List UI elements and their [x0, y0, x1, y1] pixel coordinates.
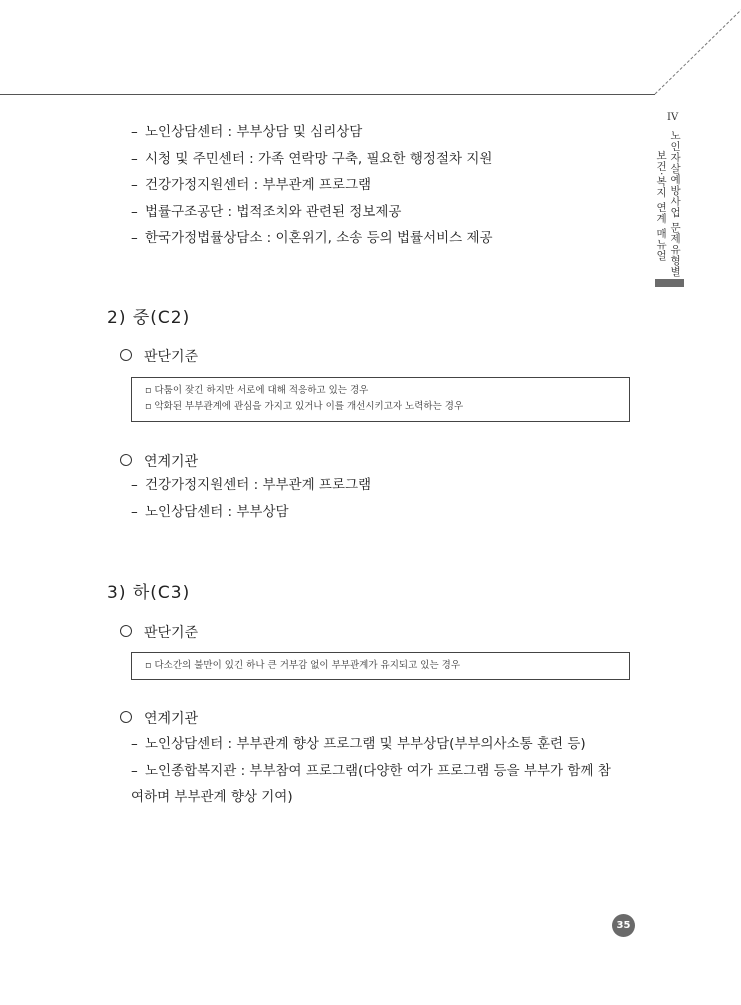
- list-item: – 노인종합복지관 : 부부참여 프로그램(다양한 여가 프로그램 등을 부부가 함께 참여하며 부부관계 향상 기여): [131, 758, 621, 811]
- chapter-number: IV: [667, 112, 679, 123]
- agency-list-top: [131, 119, 493, 252]
- circle-bullet-icon: [120, 454, 132, 466]
- list-item: – 노인상담센터 : 부부상담 및 심리상담: [131, 119, 493, 146]
- dash-marker: –: [131, 736, 138, 752]
- list-item: – 노인상담센터 : 부부관계 향상 프로그램 및 부부상담(부부의사소통 훈련 등): [131, 731, 621, 758]
- list-item: – 시청 및 주민센터 : 가족 연락망 구축, 필요한 행정절차 지원: [131, 146, 493, 173]
- dash-marker: –: [131, 124, 138, 140]
- dash-marker: –: [131, 477, 138, 493]
- section-heading-c3: 3) 하(C3): [107, 583, 191, 603]
- dash-marker: –: [131, 762, 138, 779]
- criteria-item: ▫ 악화된 부부관계에 관심을 가지고 있거나 이를 개선시키고자 노력하는 경우: [145, 401, 464, 412]
- list-item: – 한국가정법률상담소 : 이혼위기, 소송 등의 법률서비스 제공: [131, 225, 493, 252]
- agencies-label: 연계기관: [120, 708, 198, 728]
- criteria-item: ▫ 다툼이 잦긴 하지만 서로에 대해 적응하고 있는 경우: [145, 385, 369, 396]
- dash-marker: –: [131, 503, 138, 520]
- circle-bullet-icon: [120, 711, 132, 723]
- dash-marker: –: [131, 150, 138, 167]
- list-item: – 건강가정지원센터 : 부부관계 프로그램: [131, 172, 493, 199]
- dash-marker: –: [131, 230, 138, 246]
- dash-marker: –: [131, 203, 138, 220]
- criteria-item: ▫ 다소간의 불만이 있긴 하나 큰 거부감 없이 부부관계가 유지되고 있는 경우: [145, 660, 460, 671]
- criteria-label: 판단기준: [120, 346, 198, 366]
- section-heading-c2: 2) 중(C2): [107, 308, 191, 328]
- side-tab-bar: [655, 279, 684, 287]
- agency-list-c3: [131, 731, 621, 811]
- agency-list-c2: [131, 472, 371, 525]
- agencies-label: 연계기관: [120, 451, 198, 471]
- page-number-badge: 35: [612, 914, 635, 937]
- header-diagonal-decoration: [0, 0, 741, 100]
- circle-bullet-icon: [120, 625, 132, 637]
- dash-marker: –: [131, 177, 138, 193]
- criteria-box: [131, 377, 630, 422]
- list-item: – 건강가정지원센터 : 부부관계 프로그램: [131, 472, 371, 499]
- side-title-line2: 보건·복지 연계 매뉴얼: [655, 150, 668, 261]
- criteria-box: [131, 652, 630, 680]
- side-title-line1: 노인자살예방사업 문제유형별: [669, 130, 682, 277]
- list-item: – 법률구조공단 : 법적조치와 관련된 정보제공: [131, 199, 493, 226]
- circle-bullet-icon: [120, 349, 132, 361]
- criteria-label: 판단기준: [120, 622, 198, 642]
- list-item: – 노인상담센터 : 부부상담: [131, 499, 371, 526]
